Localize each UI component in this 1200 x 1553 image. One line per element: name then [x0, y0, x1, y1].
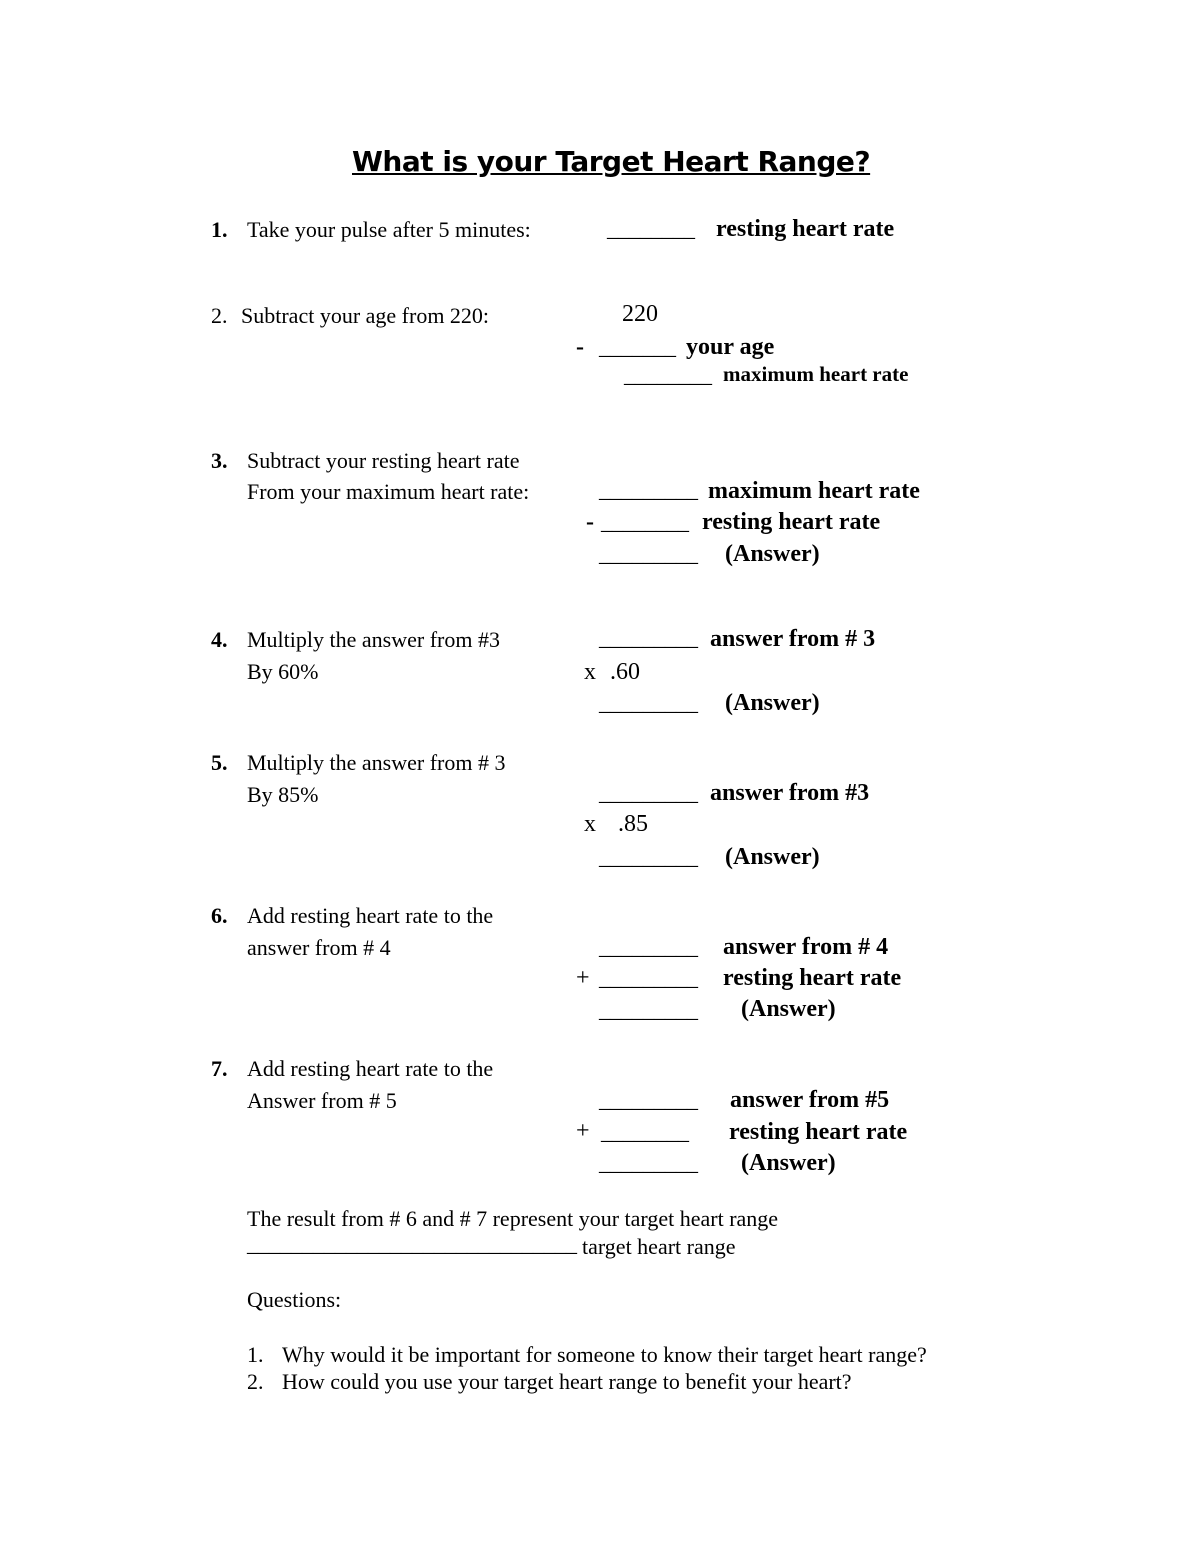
step-2-operator: -: [576, 334, 584, 360]
step-6-blank-answer[interactable]: _________: [599, 997, 698, 1022]
step-6-blank-resting[interactable]: _________: [599, 965, 698, 990]
step-5-multiplier: .85: [618, 811, 648, 837]
step-7-label-resting: resting heart rate: [729, 1119, 908, 1145]
step-7-label-answer5: answer from #5: [730, 1087, 890, 1113]
step-5-label-answer: (Answer): [725, 844, 820, 870]
question-1-number: 1.: [247, 1342, 264, 1367]
step-7-number: 7.: [211, 1056, 228, 1081]
step-6-label-resting: resting heart rate: [723, 965, 902, 991]
step-3-operator: -: [586, 509, 594, 535]
step-4-blank-answer3[interactable]: _________: [599, 625, 698, 650]
step-3-label-answer: (Answer): [725, 541, 820, 567]
step-1-blank[interactable]: ________: [607, 216, 695, 241]
step-7-operator: +: [576, 1118, 590, 1144]
step-3-number: 3.: [211, 448, 228, 473]
step-5-blank-answer[interactable]: _________: [599, 844, 698, 869]
step-5-operator: x: [584, 811, 596, 837]
page-title: What is your Target Heart Range?: [352, 145, 871, 178]
step-7-blank-resting[interactable]: ________: [601, 1119, 689, 1144]
step-4-label-answer: (Answer): [725, 690, 820, 716]
step-2-value: 220: [622, 301, 658, 327]
step-7-instruction-line1: Add resting heart rate to the: [247, 1056, 494, 1081]
step-6-label-answer: (Answer): [741, 996, 836, 1022]
step-4-blank-answer[interactable]: _________: [599, 690, 698, 715]
step-1-label: resting heart rate: [716, 216, 895, 242]
step-6-operator: +: [576, 965, 590, 991]
step-4-multiplier: .60: [610, 659, 640, 685]
step-3-blank-resting[interactable]: ________: [601, 509, 689, 534]
step-6-number: 6.: [211, 903, 228, 928]
question-2-text: How could you use your target heart range to benefit your heart?: [282, 1369, 852, 1394]
step-2-blank-age[interactable]: _______: [599, 334, 676, 359]
step-7-label-answer: (Answer): [741, 1150, 836, 1176]
step-5-number: 5.: [211, 750, 228, 775]
step-1-number: 1.: [211, 217, 228, 242]
step-6-blank-answer4[interactable]: _________: [599, 934, 698, 959]
step-3-instruction-line1: Subtract your resting heart rate: [247, 448, 520, 473]
step-4-number: 4.: [211, 627, 228, 652]
step-5-label-answer3: answer from #3: [710, 780, 870, 806]
question-2-number: 2.: [247, 1369, 264, 1394]
step-6-label-answer4: answer from # 4: [723, 934, 889, 960]
step-4-operator: x: [584, 659, 596, 685]
target-range-blank[interactable]: ______________________________: [247, 1231, 577, 1256]
step-3-blank-max[interactable]: _________: [599, 477, 698, 502]
step-3-instruction-line2: From your maximum heart rate:: [247, 479, 530, 504]
step-7-blank-answer5[interactable]: _________: [599, 1087, 698, 1112]
step-6-instruction-line1: Add resting heart rate to the: [247, 903, 494, 928]
result-text: The result from # 6 and # 7 represent your target heart range: [247, 1206, 779, 1231]
question-1-text: Why would it be important for someone to know their target heart range?: [282, 1342, 927, 1367]
step-4-instruction-line1: Multiply the answer from #3: [247, 627, 500, 652]
step-2-blank-max[interactable]: ________: [624, 362, 712, 387]
step-5-instruction-line1: Multiply the answer from # 3: [247, 750, 506, 775]
step-4-instruction-line2: By 60%: [247, 659, 319, 684]
step-6-instruction-line2: answer from # 4: [247, 935, 391, 960]
step-4-label-answer3: answer from # 3: [710, 626, 876, 652]
step-5-blank-answer3[interactable]: _________: [599, 780, 698, 805]
step-2-instruction: Subtract your age from 220:: [241, 303, 490, 328]
step-3-label-max: maximum heart rate: [708, 478, 920, 504]
target-range-label: target heart range: [582, 1234, 736, 1259]
step-7-blank-answer[interactable]: _________: [599, 1150, 698, 1175]
step-2-number: 2.: [211, 303, 228, 328]
step-2-label-age: your age: [686, 334, 775, 360]
step-1-instruction: Take your pulse after 5 minutes:: [247, 217, 531, 242]
step-3-blank-answer[interactable]: _________: [599, 541, 698, 566]
step-3-label-resting: resting heart rate: [702, 509, 881, 535]
step-5-instruction-line2: By 85%: [247, 782, 319, 807]
questions-heading: Questions:: [247, 1287, 342, 1312]
step-7-instruction-line2: Answer from # 5: [247, 1088, 397, 1113]
step-2-label-max: maximum heart rate: [723, 362, 909, 386]
